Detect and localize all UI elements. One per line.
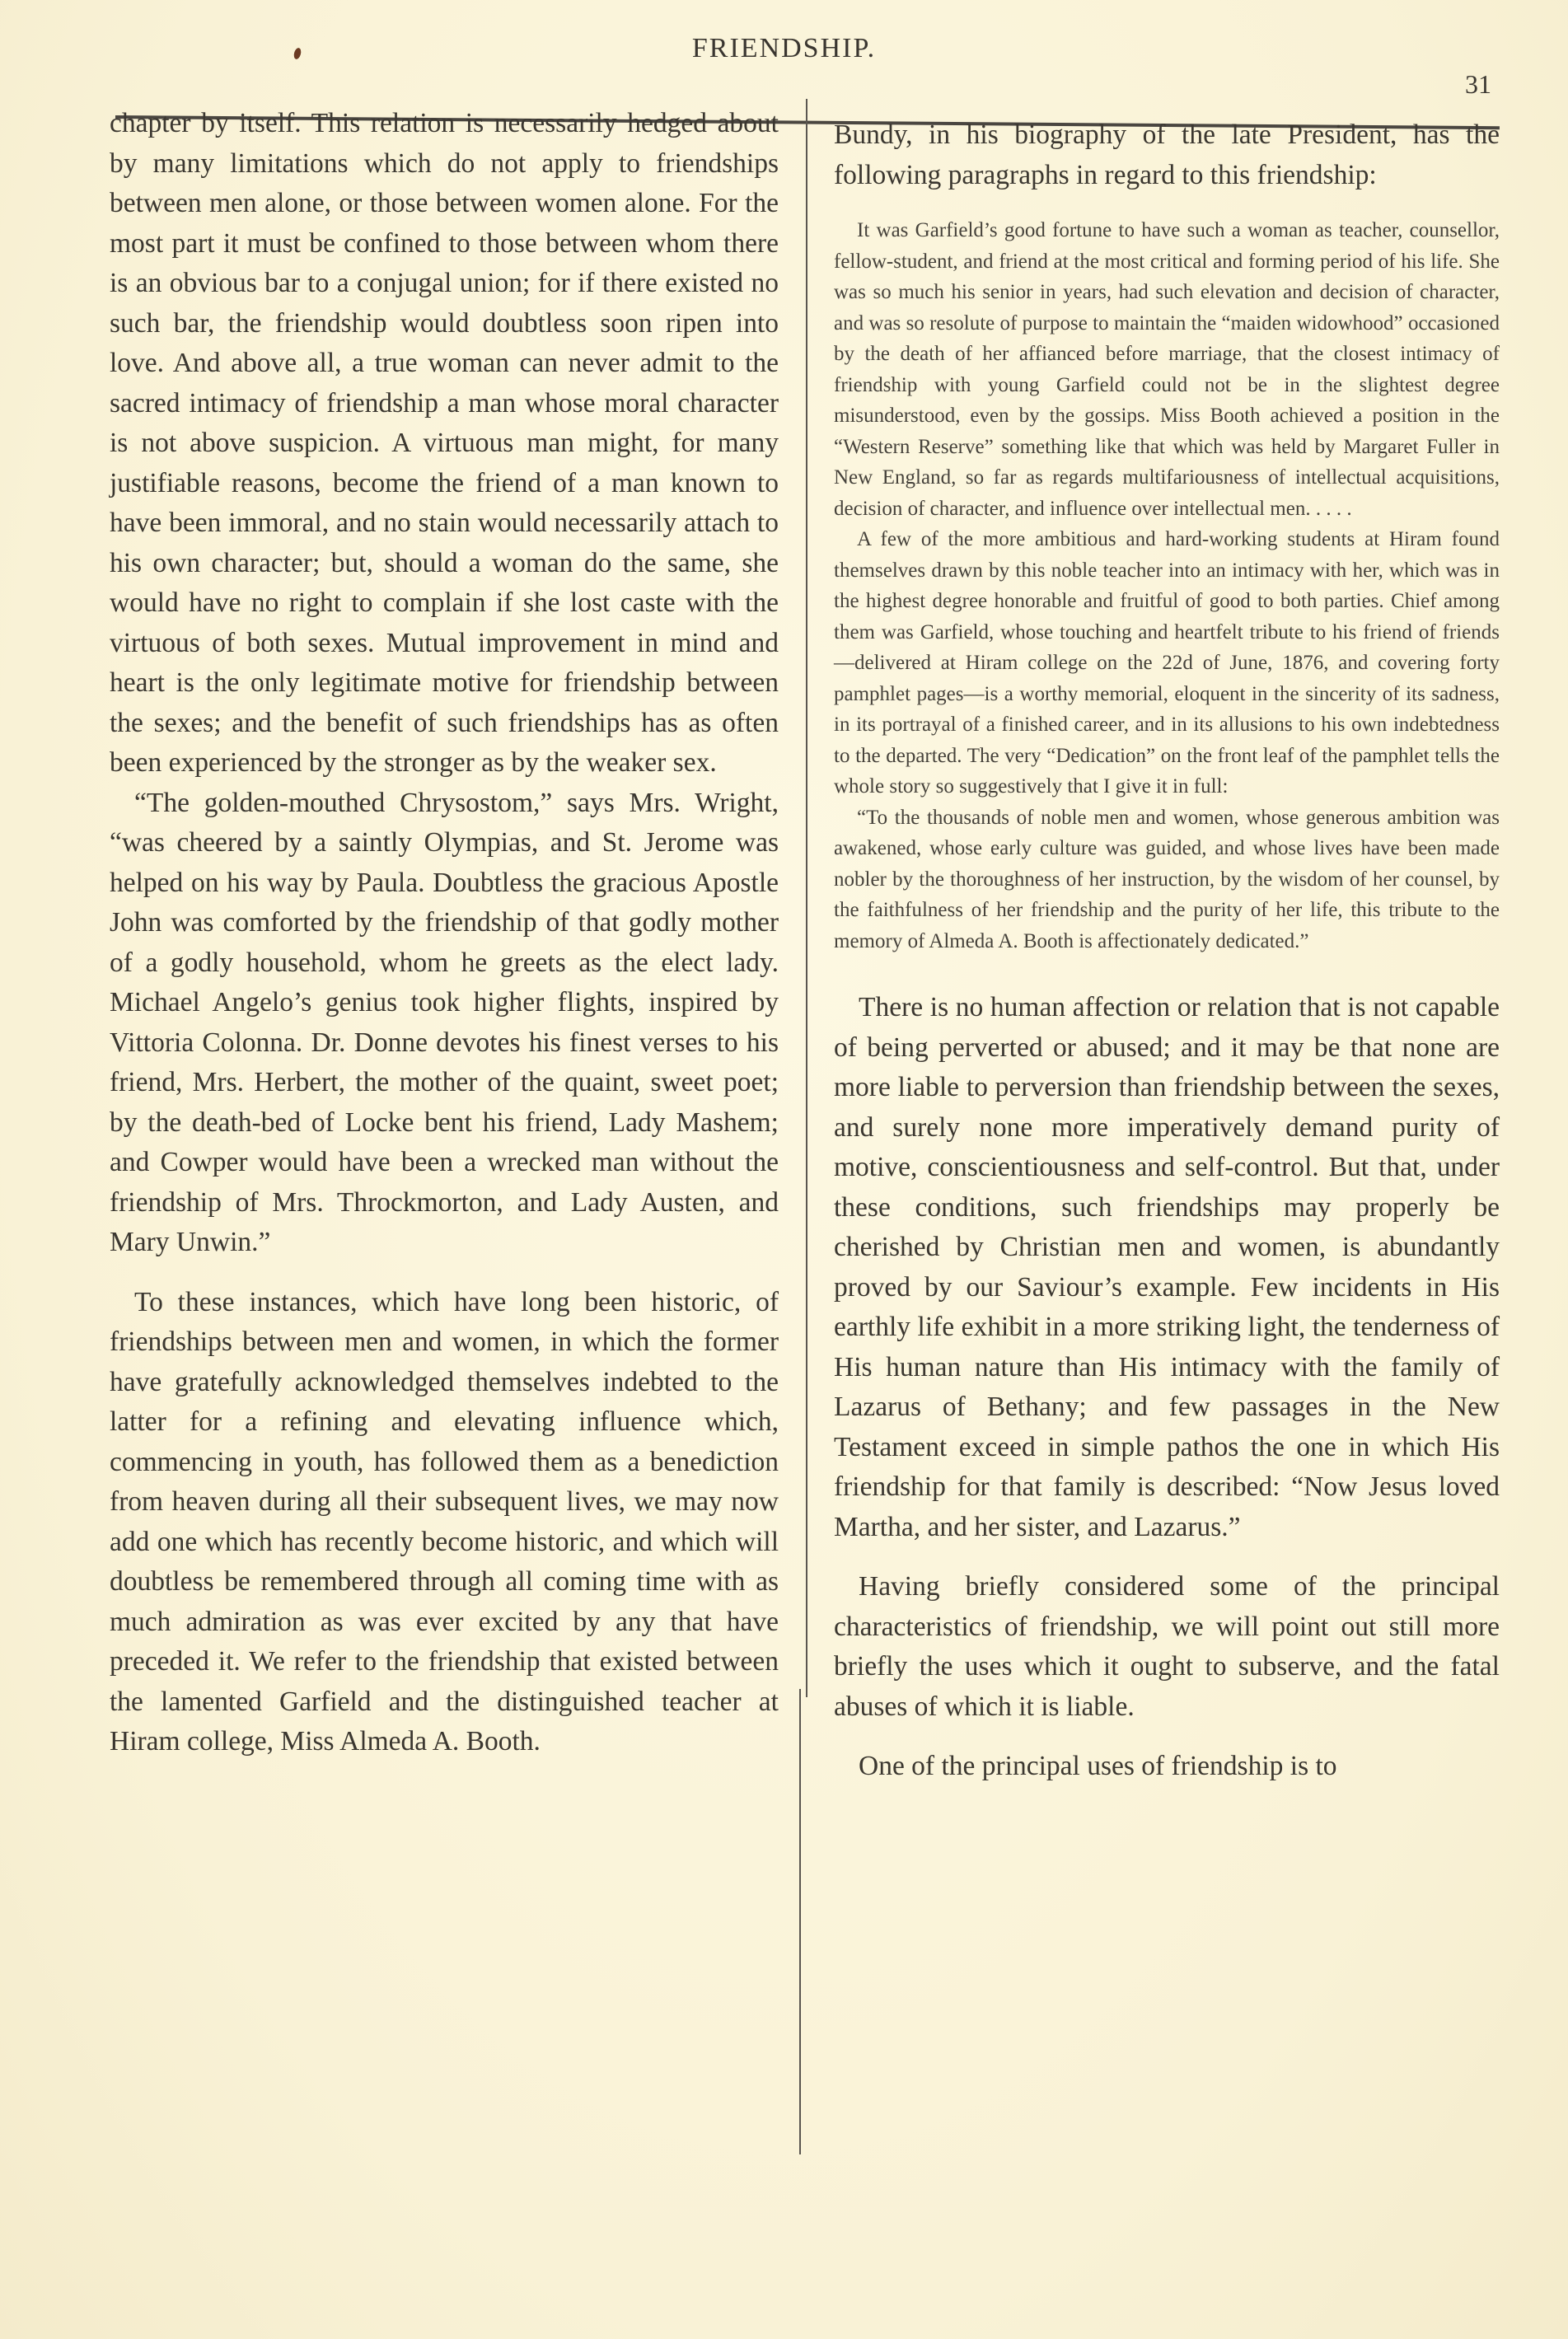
page-number: 31 xyxy=(1465,69,1491,99)
column-divider xyxy=(806,99,807,1697)
paragraph: To these instances, which have long been historic, of friendships between men and women, in which the former have gratefully acknowledged themselves indebted to the latter for a refining and elevating influence which, commencing in youth, has followed them as a benediction from heaven during all their subsequent lives, we may now add one which has recently become historic, and which will doubtless be remembered through all coming time with as much admiration as was ever excited by any that have preceded it. We refer to the friendship that existed between the lamented Garfield and the distinguished teacher at Hiram college, Miss Almeda A. Booth. xyxy=(110,1286,779,1757)
block-quote: A few of the more ambitious and hard-working students at Hiram found themselves drawn by this noble teacher into an intimacy with her, which was in the highest degree honorable and fruitful of good to both parties. Chief among them was Garfield, whose touching and heartfelt tribute to his friend of friends—delivered at Hiram college on the 22d of June, 1876, and covering forty pamphlet pages—is a worthy memorial, eloquent in the sincerity of its sadness, in its portrayal of a finished career, and in its allusions to his own indebtedness to the departed. The very “Dedication” on the front leaf of the pamphlet tells the whole story so suggestively that I give it in full: xyxy=(834,528,1500,798)
block-quote: It was Garfield’s good fortune to have such a woman as teacher, counsellor, fellow-student, and friend at the most critical and forming period of his life. She was so much his senior in years, had such elevation and decision of character, and was so resolute of purpose to maintain the “maiden widowhood” occasioned by the death of her affianced before marriage, that the closest intimacy of friendship with young Garfield could not be in the slightest degree misunderstood, even by the gossips. Miss Booth achieved a position in the “Western Reserve” something like that which was held by Margaret Fuller in New England, so far as regards multifariousness of intellectual acquisitions, decision of character, and influence over intellectual men. . . . . xyxy=(834,219,1500,520)
paragraph: There is no human affection or relation that is not capable of being perverted or abused; and it may be that none are more liable to perversion than friendship between the sexes, and surely none more imperatively demand purity of motive, conscientiousness and self-control. But that, under these conditions, such friendships may properly be cherished by Christian men and women, is abundantly proved by our Saviour’s example. Few incidents in His earthly life exhibit in a more striking light, the tenderness of His human nature than His intimacy with the family of Lazarus of Bethany; and few passages in the New Testament exceed in simple pathos the one in which His friendship for that family is described: “Now Jesus loved Martha, and her sister, and Lazarus.” xyxy=(834,992,1500,1542)
column-divider-lower xyxy=(799,1689,801,2154)
left-column xyxy=(110,104,779,1762)
running-title: FRIENDSHIP. xyxy=(691,33,877,63)
right-column xyxy=(834,115,1500,1787)
intro-paragraph: Bundy, in his biography of the late President, has the following paragraphs in regard to this friendship: xyxy=(834,119,1500,190)
dedication-quote: “To the thousands of noble men and women, whose generous ambition was awakened, whose early culture was guided, and whose lives have been made nobler by the thoroughness of her instruction, by the wisdom of her counsel, by the faithfulness of her friendship and the purity of her life, this tribute to the memory of Almeda A. Booth is affectionately dedicated.” xyxy=(834,806,1500,952)
paragraph: Having briefly considered some of the principal characteristics of friendship, we will point out still more briefly the uses which it ought to subserve, and the fatal abuses of which it is liable. xyxy=(834,1571,1500,1722)
paragraph: One of the principal uses of friendship is to xyxy=(859,1751,1337,1781)
paragraph-quotation: “The golden-mouthed Chrysostom,” says Mrs. Wright, “was cheered by a saintly Olympias, and St. Jerome was helped on his way by Paula. Doubtless the gracious Apostle John was comforted by the friendship of that godly mother of a godly household, whom he greets as the elect lady. Michael Angelo’s genius took higher flights, inspired by Vittoria Colonna. Dr. Donne devotes his finest verses to his friend, Mrs. Herbert, the mother of the quaint, sweet poet; by the death-bed of Locke bent his friend, Lady Mashem; and Cowper would have been a wrecked man without the friendship of Mrs. Throckmorton, and Lady Austen, and Mary Unwin.” xyxy=(110,787,779,1257)
paragraph: chapter by itself. This relation is necessarily hedged about by many limitations which do not apply to friendships between men alone, or those between women alone. For the most part it must be confined to those between whom there is an obvious bar to a conjugal union; for if there existed no such bar, the friendship would doubtless soon ripen into love. And above all, a true woman can never admit to the sacred intimacy of friendship a man whose moral character is not above suspicion. A virtuous man might, for many justifiable reasons, become the friend of a man known to have been immoral, and no stain would necessarily attach to his own character; but, should a woman do the same, she would have no right to complain if she lost caste with the virtuous of both sexes. Mutual improvement in mind and heart is the only legitimate motive for friendship between the sexes; and the benefit of such friendships has as often been experienced by the stronger as by the weaker sex. xyxy=(110,108,779,778)
